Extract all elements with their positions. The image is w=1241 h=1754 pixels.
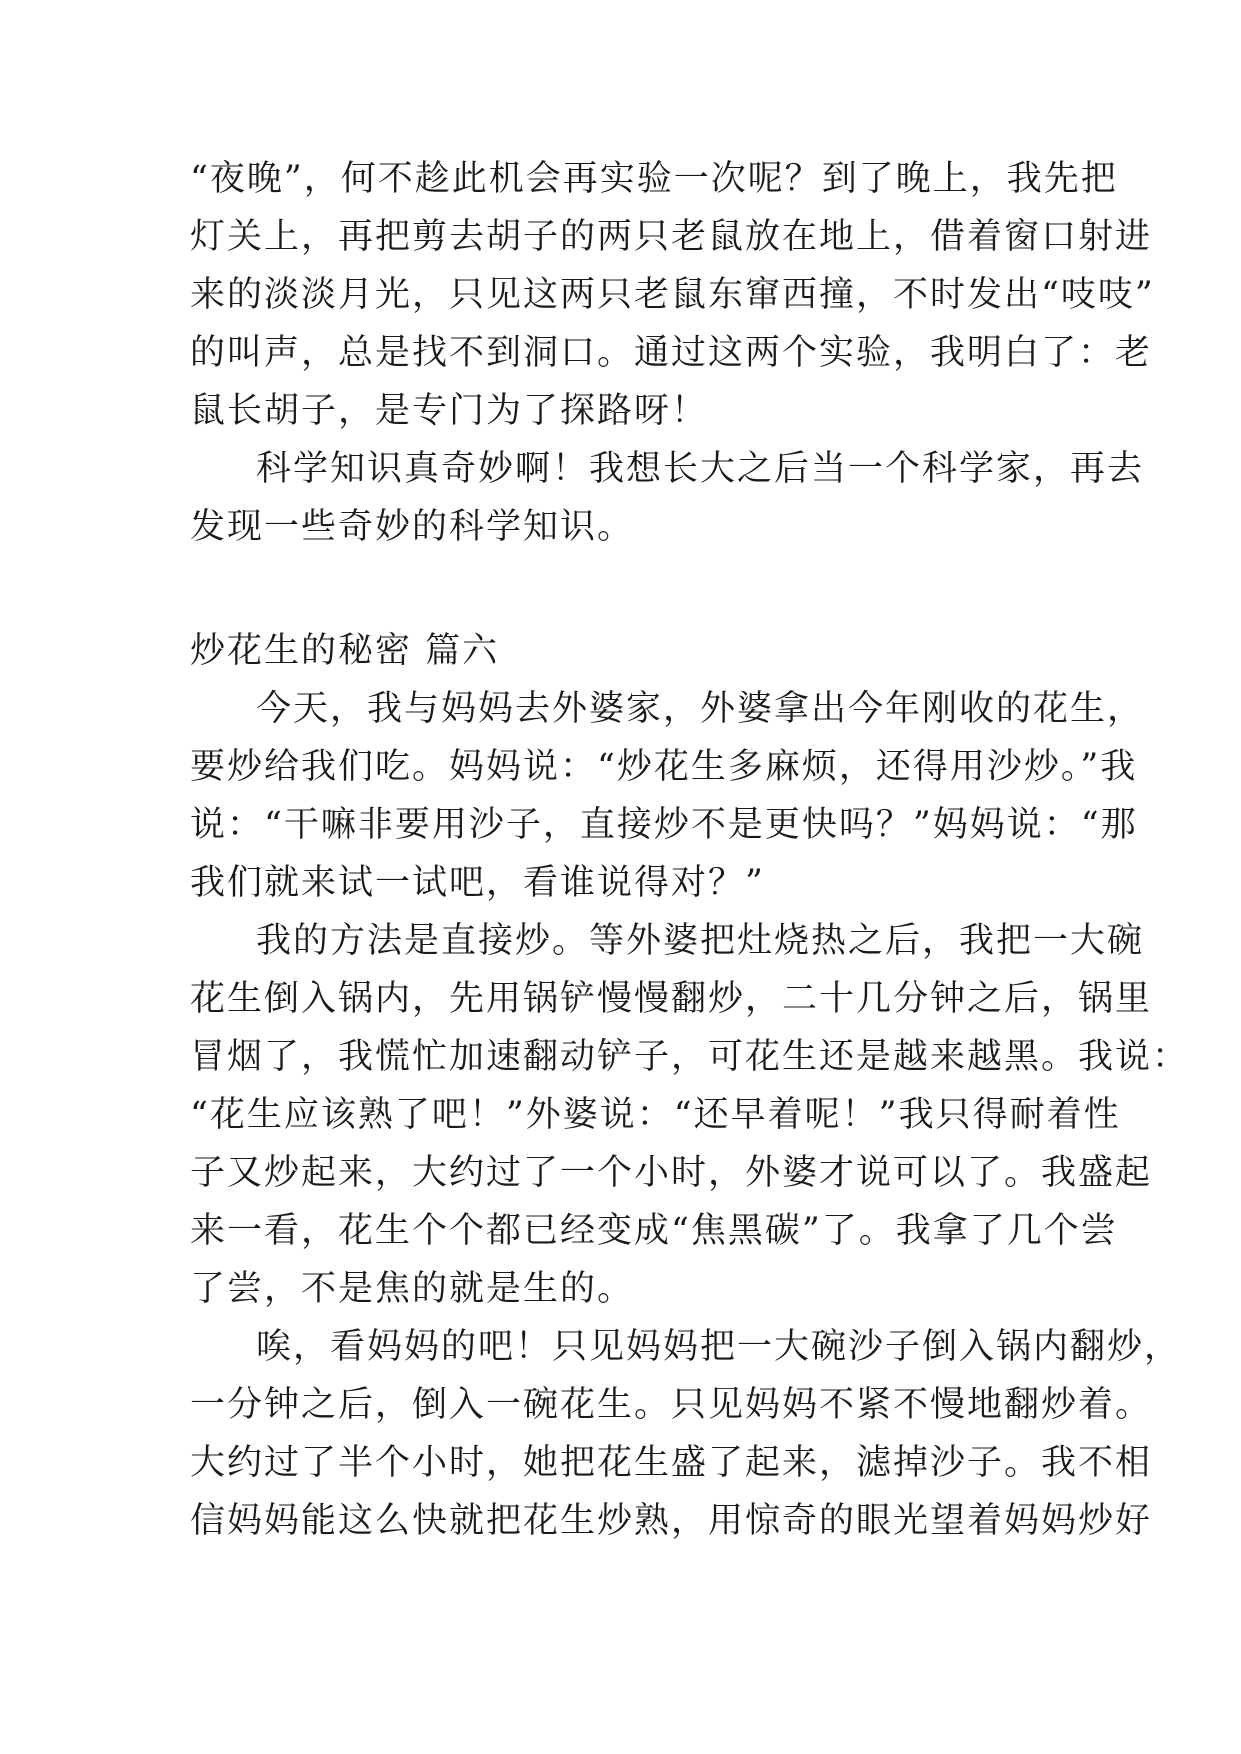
text-line: 花生倒入锅内，先用锅铲慢慢翻炒，二十几分钟之后，锅里 — [190, 979, 1153, 1019]
text-line: 冒烟了，我慌忙加速翻动铲子，可花生还是越来越黑。我说： — [190, 1037, 1190, 1077]
text-line: 要炒给我们吃。妈妈说：“炒花生多麻烦，还得用沙炒。”我 — [190, 747, 1138, 787]
document-page — [190, 150, 1190, 1550]
text-line: 子又炒起来，大约过了一个小时，外婆才说可以了。我盛起 — [190, 1153, 1153, 1193]
text-line: 一分钟之后，倒入一碗花生。只见妈妈不紧不慢地翻炒着。 — [190, 1385, 1153, 1425]
text-line: 了尝，不是焦的就是生的。 — [190, 1269, 635, 1309]
text-line: 发现一些奇妙的科学知识。 — [190, 507, 635, 547]
text-line: 灯关上，再把剪去胡子的两只老鼠放在地上，借着窗口射进 — [190, 217, 1153, 257]
text-line: 鼠长胡子，是专门为了探路呀！ — [190, 391, 709, 431]
text-line: “花生应该熟了吧！”外婆说：“还早着呢！”我只得耐着性 — [190, 1095, 1121, 1135]
text-line: 来的淡淡月光，只见这两只老鼠东窜西撞，不时发出“吱吱” — [190, 275, 1155, 315]
text-line: 唉，看妈妈的吧！只见妈妈把一大碗沙子倒入锅内翻炒， — [256, 1327, 1182, 1367]
text-line: 的叫声，总是找不到洞口。通过这两个实验，我明白了：老 — [190, 333, 1153, 373]
text-line: 今天，我与妈妈去外婆家，外婆拿出今年刚收的花生， — [256, 689, 1145, 729]
section-heading: 炒花生的秘密 篇六 — [190, 631, 500, 671]
text-line: “夜晚”，何不趁此机会再实验一次呢？到了晚上，我先把 — [190, 159, 1118, 199]
text-line: 大约过了半个小时，她把花生盛了起来，滤掉沙子。我不相 — [190, 1443, 1153, 1483]
text-line: 我的方法是直接炒。等外婆把灶烧热之后，我把一大碗 — [256, 921, 1145, 961]
text-line: 来一看，花生个个都已经变成“焦黑碳”了。我拿了几个尝 — [190, 1211, 1118, 1251]
text-line: 信妈妈能这么快就把花生炒熟，用惊奇的眼光望着妈妈炒好 — [190, 1501, 1153, 1541]
text-line: 科学知识真奇妙啊！我想长大之后当一个科学家，再去 — [256, 449, 1145, 489]
text-line: 说：“干嘛非要用沙子，直接炒不是更快吗？”妈妈说：“那 — [190, 805, 1138, 845]
text-line: 我们就来试一试吧，看谁说得对？” — [190, 863, 765, 903]
